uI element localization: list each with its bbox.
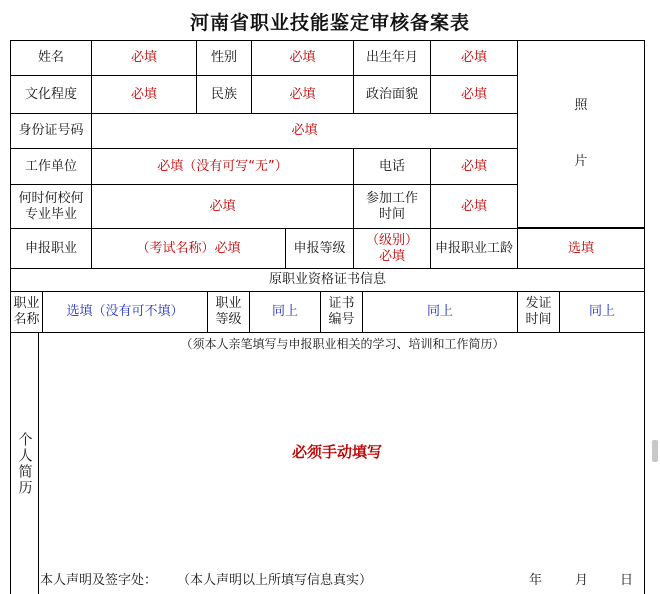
photo-box[interactable] [517,40,645,228]
education-label: 文化程度 [10,75,92,114]
sign-month: 月 [575,573,589,588]
resume-area[interactable] [38,332,645,594]
declaration-label: 本人声明及签字处： [40,573,158,588]
years-label: 申报职业工龄 [430,228,518,269]
occupation-field[interactable]: （考试名称）必填 [91,228,286,269]
political-field[interactable]: 必填 [430,75,518,114]
issue-date-label: 发证时间 [517,291,560,333]
id-label: 身份证号码 [10,113,92,149]
resume-note: （须本人亲笔填写与申报职业相关的学习、培训和工作简历） [180,337,505,351]
gender-label: 性别 [196,40,252,76]
resume-required-text: 必须手动填写 [292,443,383,461]
employer-field[interactable]: 必填（没有可写“无”） [91,148,354,185]
cert-number-field[interactable]: 同上 [362,291,518,333]
photo-label-2: 片 [574,154,588,169]
sign-year: 年 [529,573,543,588]
graduation-field[interactable]: 必填 [91,184,354,229]
old-level-label: 职业等级 [207,291,250,333]
declaration-text: （本人声明以上所填写信息真实） [177,573,373,588]
level-field[interactable]: （级别）必填 [353,228,431,269]
sign-day: 日 [620,573,634,588]
issue-date-field[interactable]: 同上 [559,291,645,333]
education-field[interactable]: 必填 [91,75,197,114]
scrollbar-thumb[interactable] [652,440,658,462]
ethnicity-label: 民族 [196,75,252,114]
form-title: 河南省职业技能鉴定审核备案表 [189,12,470,34]
birth-label: 出生年月 [353,40,431,76]
id-field[interactable]: 必填 [91,113,518,149]
level-label: 申报等级 [285,228,354,269]
political-label: 政治面貌 [353,75,431,114]
birth-field[interactable]: 必填 [430,40,518,76]
old-occupation-field[interactable]: 选填（没有可不填） [42,291,208,333]
cert-section-header: 原职业资格证书信息 [10,268,645,292]
gender-field[interactable]: 必填 [251,40,354,76]
name-label: 姓名 [10,40,92,76]
years-field[interactable]: 选填 [517,228,645,269]
work-start-field[interactable]: 必填 [430,184,518,229]
employer-label: 工作单位 [10,148,92,185]
old-level-field[interactable]: 同上 [249,291,321,333]
resume-label-cell [10,332,39,594]
cert-number-label: 证书编号 [320,291,363,333]
ethnicity-field[interactable]: 必填 [251,75,354,114]
graduation-label: 何时何校何专业毕业 [10,184,92,229]
old-occupation-label: 职业名称 [10,291,43,333]
occupation-label: 申报职业 [10,228,92,269]
name-field[interactable]: 必填 [91,40,197,76]
work-start-label: 参加工作时间 [353,184,431,229]
photo-label-1: 照 [574,98,588,113]
phone-field[interactable]: 必填 [430,148,518,185]
phone-label: 电话 [353,148,431,185]
resume-label: 个人简历 [16,431,33,496]
